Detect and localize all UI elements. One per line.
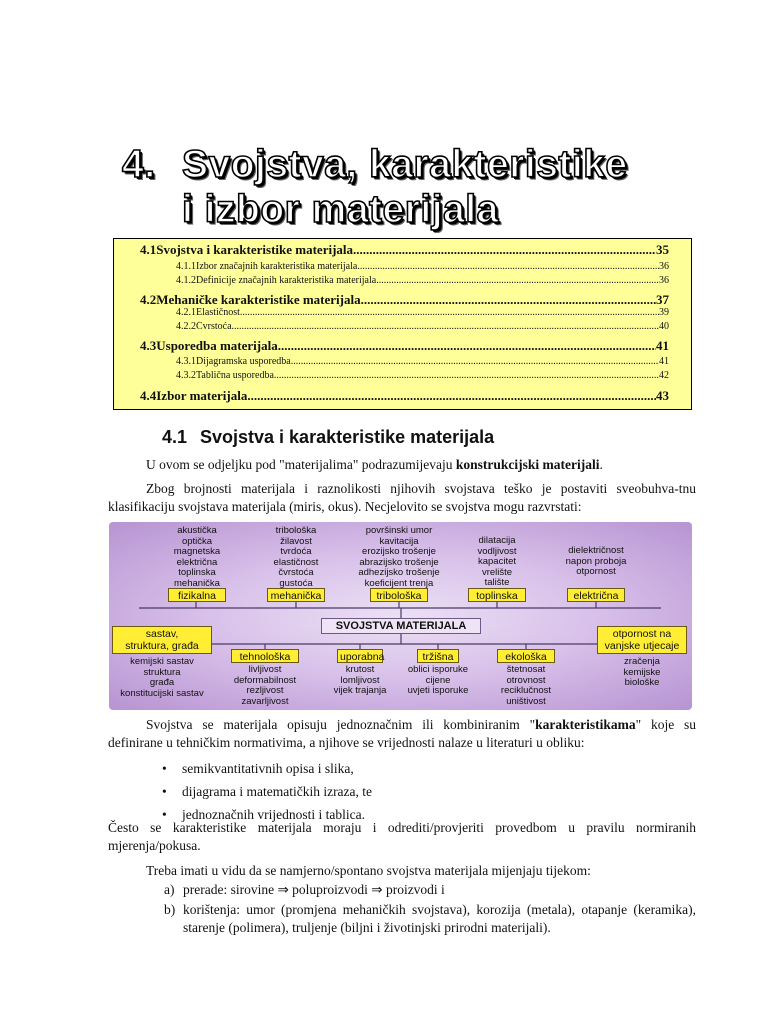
diagram-top-items: tribološka žilavost tvrdoća elastičnost čvrstoća gustoća [273,525,319,589]
section-heading [162,427,494,448]
list-item: • jednoznačnih vrijednosti i tablica. [160,803,372,826]
toc-title: Izbor materijala [156,388,248,403]
diagram-category-box: ekološka [497,649,555,663]
toc-page-number: 37 [656,292,669,307]
chapter-title-line2: i izbor materijala [182,188,499,231]
diagram-category-box: toplinska [468,588,526,602]
diagram-top-items: dilatacija vodljivost kapacitet vrelište talište [477,535,517,588]
list-item-a [164,881,696,899]
table-of-contents [113,238,692,410]
diagram-category-box: tržišna [417,649,459,663]
toc-number: 4.2.2 [176,321,196,332]
toc-title: Definicije značajnih karakteristika materijala [196,275,377,286]
diagram-category-box: uporabna [337,649,383,663]
intro-paragraph [108,456,696,474]
chapter-title [122,142,628,232]
toc-number: 4.3.1 [176,356,196,367]
toc-entry[interactable] [140,388,669,404]
toc-leader-dots [353,242,656,258]
list-text-a: prerade: sirovine ⇒ poluproizvodi ⇒ proizvodi i [183,882,445,897]
toc-page-number: 41 [656,338,669,353]
chapter-title-line1: Svojstva, karakteristike [182,143,628,186]
toc-page-number: 35 [656,242,669,257]
list-item-b [164,901,696,937]
toc-leader-dots [240,307,659,318]
list-label-a: a) [164,882,175,897]
list-text-b: korištenja: umor (promjena mehaničkih svojstava), korozija (metala), otapanje (keramika), starenje (polimera), truljenje (biljni i životinjski prirodni materijali). [183,902,696,935]
toc-leader-dots [291,356,659,367]
toc-leader-dots [247,388,656,404]
toc-title: Dijagramska usporedba [196,356,291,367]
diagram-right-items: zračenja kemijske biološke [623,656,661,688]
diagram-category-box: otpornost na vanjske utjecaje [597,626,687,654]
toc-leader-dots [357,261,659,272]
toc-title: Usporedba materijala [156,338,278,353]
diagram-category-box: fizikalna [168,588,226,602]
diagram-category-box: sastav, struktura, građa [112,626,212,654]
diagram-top-items: dielektričnost napon proboja otpornost [565,545,627,577]
measurement-paragraph: Često se karakteristike materijala moraju i odrediti/provjeriti provedbom u pravilu normiranih mjerenja/pokusa. [108,820,696,853]
toc-page-number: 39 [659,307,669,318]
toc-leader-dots [278,338,656,354]
toc-number: 4.4 [140,388,157,403]
toc-title: Tablična usporedba [196,370,274,381]
list-item: • dijagrama i matematičkih izraza, te [160,780,372,803]
toc-page-number: 36 [659,275,669,286]
toc-page-number: 41 [659,356,669,367]
diagram-category-box: tribološka [370,588,428,602]
toc-page-number: 43 [656,388,669,403]
intro-text: U ovom se odjeljku pod "materijalima" podrazumijevaju [146,457,456,472]
characteristics-paragraph [108,716,696,752]
chapter-number: 4. [122,143,156,186]
diagram-bottom-items: štetnosat otrovnost reciklučnost uništivost [500,664,552,707]
toc-number: 4.1.1 [176,261,196,272]
char-text: Svojstva se materijala opisuju jednoznačnim ili kombiniranim " [146,717,536,732]
char-bold: karakteristikama [535,717,636,732]
toc-number: 4.3 [140,338,157,353]
diagram-category-box: električna [567,588,625,602]
char-end: " koje su definirane u tehničkim normativima, a njihove se vrijednosti nalaze u literaturi u obliku: [108,717,697,750]
diagram-center-label: SVOJSTVA MATERIJALA [321,618,481,634]
toc-title: Mehaničke karakteristike materijala [156,292,361,307]
toc-page-number: 36 [659,261,669,272]
properties-diagram [109,522,692,710]
toc-title: Svojstva i karakteristike materijala [156,242,354,257]
list-label-b: b) [164,902,176,917]
toc-number: 4.2 [140,292,157,307]
toc-leader-dots [232,321,659,332]
toc-entry[interactable] [140,242,669,258]
toc-leader-dots [361,292,656,308]
toc-page-number: 40 [659,321,669,332]
section-number: 4.1 [162,427,188,447]
toc-title: Izbor značajnih karakteristika materijala [196,261,358,272]
toc-entry[interactable] [140,292,669,308]
diagram-top-items: površinski umor kavitacija erozijsko trošenje abrazijsko trošenje adhezijsko trošenje koeficijent trenja [358,525,440,589]
toc-entry[interactable] [140,338,669,354]
diagram-bottom-items: krutost lomljivost vijek trajanja [333,664,387,696]
toc-number: 4.1.2 [176,275,196,286]
change-paragraph: Treba imati u vidu da se namjerno/spontano svojstva materijala mijenjaju tijekom: [146,863,591,878]
classification-paragraph: Zbog brojnosti materijala i raznolikosti njihovih svojstava teško je postaviti sveobuhva-tnu klasifikaciju svojstava materijala (miris, okus). Necjelovito se svojstva mogu razvrstati: [108,481,696,514]
diagram-bottom-items: oblici isporuke cijene uvjeti isporuke [407,664,469,696]
diagram-left-items: kemijski sastav struktura građa konstitucijski sastav [120,656,204,699]
toc-entry[interactable] [176,275,669,286]
toc-number: 4.1 [140,242,157,257]
toc-leader-dots [274,370,659,381]
toc-entry[interactable] [176,356,669,367]
intro-end: . [599,457,603,472]
toc-title: Elastičnost [196,307,240,318]
section-title: Svojstva i karakteristike materijala [200,427,495,447]
list-item: • semikvantitativnih opisa i slika, [160,757,372,780]
diagram-category-box: tehnološka [231,649,299,663]
intro-bold: konstrukcijski materijali [455,457,600,472]
toc-number: 4.2.1 [176,307,196,318]
diagram-top-items: akustička optička magnetska električna toplinska mehanička [173,525,221,589]
toc-entry[interactable] [176,261,669,272]
toc-page-number: 42 [659,370,669,381]
toc-entry[interactable] [176,321,669,332]
toc-entry[interactable] [176,307,669,318]
diagram-category-box: mehanička [267,588,325,602]
toc-number: 4.3.2 [176,370,196,381]
diagram-bottom-items: livljivost deformabilnost rezljivost zavarljivost [233,664,297,707]
toc-title: Čvrstoća [196,321,232,332]
forms-list [160,757,372,826]
toc-entry[interactable] [176,370,669,381]
toc-leader-dots [376,275,659,286]
